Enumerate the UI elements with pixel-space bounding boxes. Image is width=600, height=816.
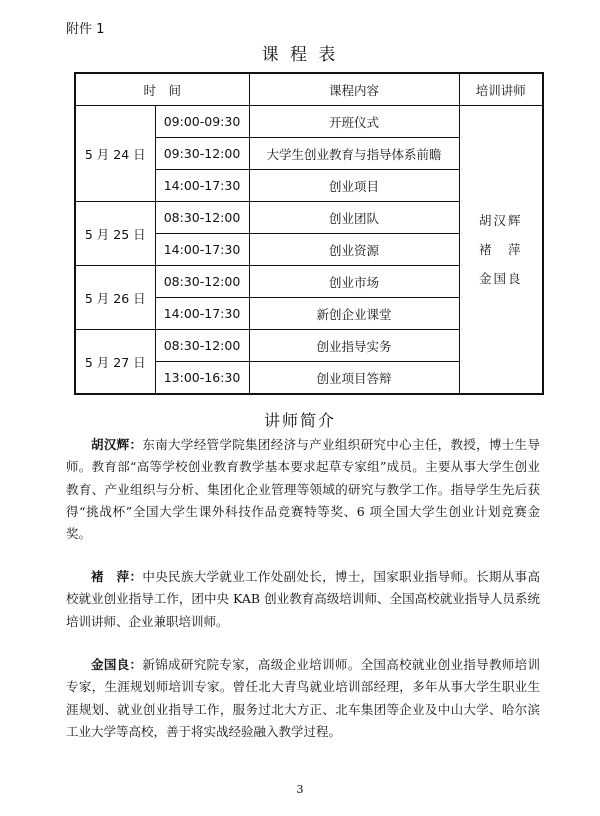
lecturer-name: 褚 萍 bbox=[479, 242, 523, 257]
schedule-title: 课 程 表 bbox=[261, 45, 339, 65]
content-cell: 新创企业课堂 bbox=[249, 298, 459, 330]
table-row bbox=[75, 106, 543, 138]
content-cell: 创业市场 bbox=[249, 266, 459, 298]
lecturer-bio bbox=[66, 434, 540, 545]
lecturer-cell bbox=[459, 106, 543, 395]
schedule-table bbox=[74, 72, 544, 395]
bio-name: 胡汉辉： bbox=[91, 437, 143, 452]
time-cell: 13:00-16:30 bbox=[155, 362, 249, 395]
date-cell: 5 月 25 日 bbox=[75, 202, 155, 266]
lecturer-name: 金国良 bbox=[479, 271, 523, 286]
content-cell: 开班仪式 bbox=[249, 106, 459, 138]
header-content: 课程内容 bbox=[249, 73, 459, 106]
content-cell: 创业项目答辩 bbox=[249, 362, 459, 395]
lecturer-name: 胡汉辉 bbox=[479, 213, 523, 228]
header-lecturer: 培训讲师 bbox=[459, 73, 543, 106]
bios-section-title: 讲师简介 bbox=[263, 411, 336, 430]
time-cell: 14:00-17:30 bbox=[155, 234, 249, 266]
page-number: 3 bbox=[296, 783, 304, 796]
attachment-label: 附件 1 bbox=[66, 22, 105, 37]
bio-text: 东南大学经管学院集团经济与产业组织研究中心主任，教授，博士生导师。教育部“高等学校创业教育教学基本要求起草专家组”成员。主要从事大学生创业教育、产业组织与分析、集团化企业管理等领域的研究与教学工作。指导学生先后获得“挑战杯”全国大学生课外科技作品竞赛特等奖、6 项全国大学生创业计划竞赛金奖。 bbox=[66, 437, 540, 542]
bio-text: 中央民族大学就业工作处副处长，博士，国家职业指导师。长期从事高校就业创业指导工作，团中央 KAB 创业教育高级培训师、全国高校就业指导人员系统培训讲师、企业兼职培训师。 bbox=[66, 569, 540, 629]
time-cell: 08:30-12:00 bbox=[155, 202, 249, 234]
header-time: 时 间 bbox=[75, 73, 249, 106]
date-cell: 5 月 26 日 bbox=[75, 266, 155, 330]
content-cell: 创业指导实务 bbox=[249, 330, 459, 362]
bio-name: 褚 萍： bbox=[91, 569, 143, 584]
time-cell: 14:00-17:30 bbox=[155, 170, 249, 202]
content-cell: 创业团队 bbox=[249, 202, 459, 234]
time-cell: 08:30-12:00 bbox=[155, 266, 249, 298]
table-header-row bbox=[75, 73, 543, 106]
date-cell: 5 月 24 日 bbox=[75, 106, 155, 202]
lecturer-bio bbox=[66, 654, 540, 743]
time-cell: 14:00-17:30 bbox=[155, 298, 249, 330]
bio-name: 金国良： bbox=[91, 657, 143, 672]
content-cell: 创业项目 bbox=[249, 170, 459, 202]
date-cell: 5 月 27 日 bbox=[75, 330, 155, 395]
content-cell: 创业资源 bbox=[249, 234, 459, 266]
content-cell: 大学生创业教育与指导体系前瞻 bbox=[249, 138, 459, 170]
time-cell: 09:00-09:30 bbox=[155, 106, 249, 138]
lecturer-bio bbox=[66, 566, 540, 633]
bio-text: 新锦成研究院专家，高级企业培训师。全国高校就业创业指导教师培训专家，生涯规划师培训专家。曾任北大青鸟就业培训部经理，多年从事大学生职业生涯规划、就业创业指导工作，服务过北大方正、北车集团等企业及中山大学、哈尔滨工业大学等高校，善于将实战经验融入教学过程。 bbox=[66, 657, 540, 739]
time-cell: 08:30-12:00 bbox=[155, 330, 249, 362]
time-cell: 09:30-12:00 bbox=[155, 138, 249, 170]
